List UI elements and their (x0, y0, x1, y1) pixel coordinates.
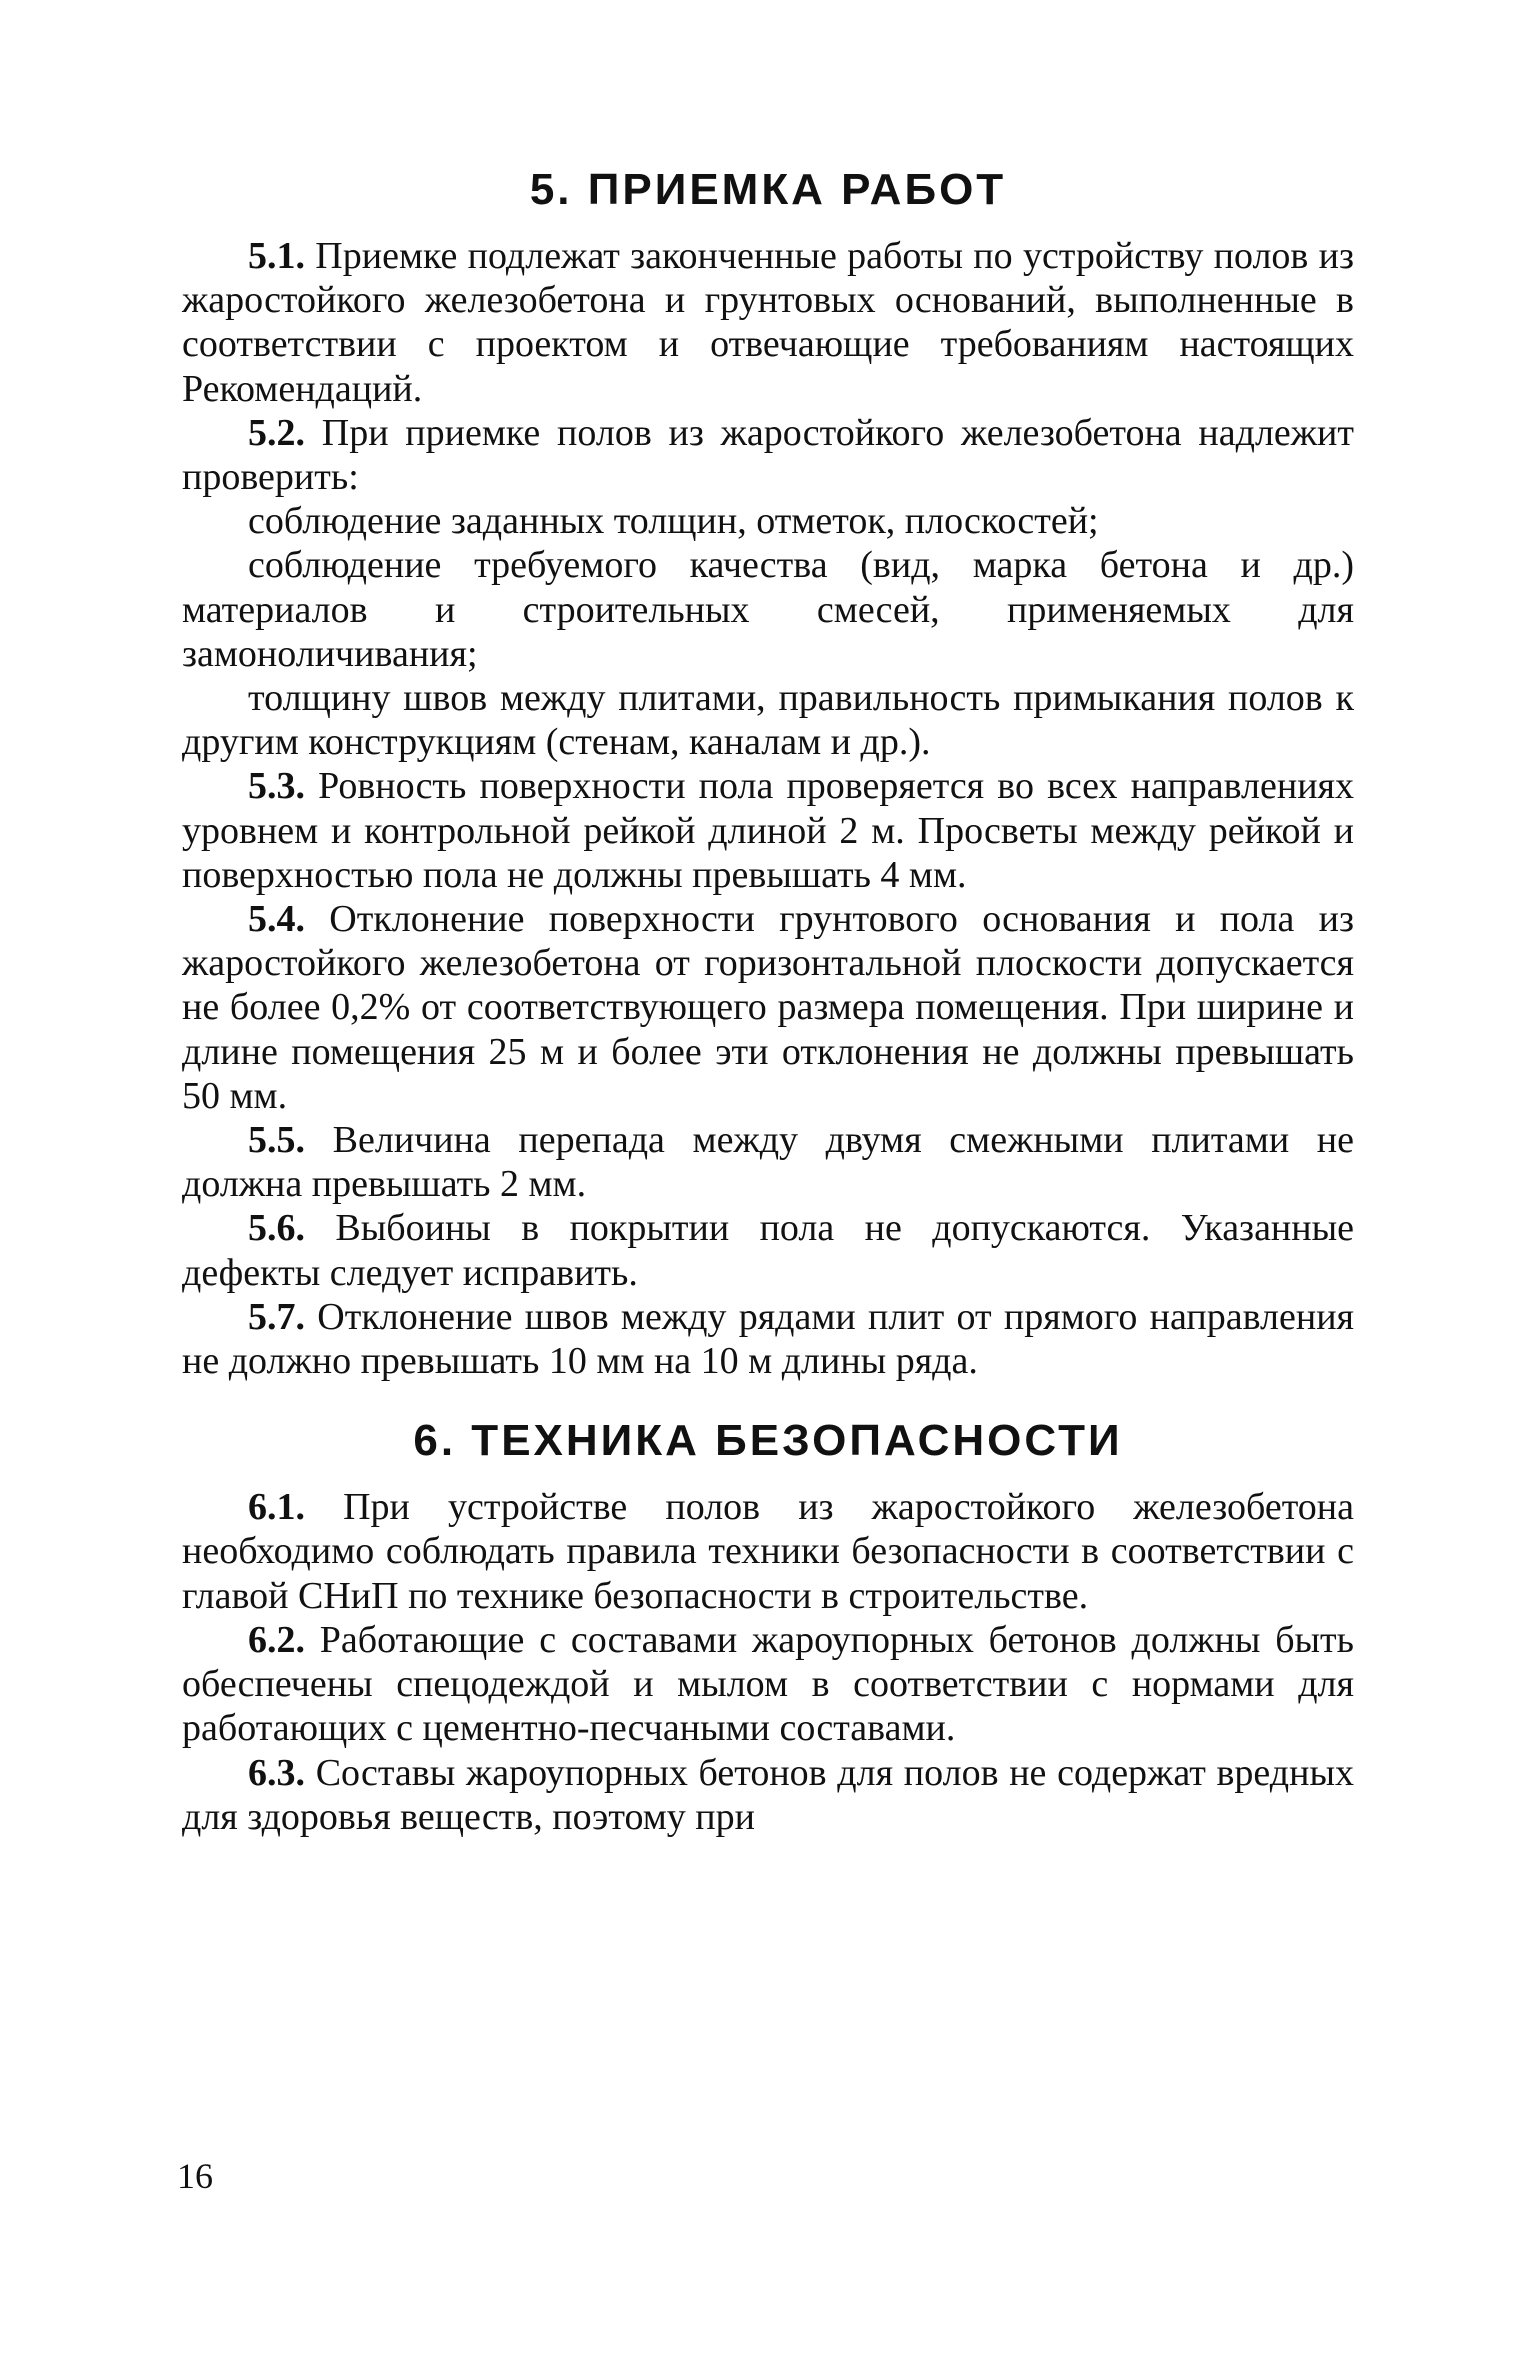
clause-5-1 (182, 234, 1354, 411)
clause-number: 5.2. (248, 411, 305, 454)
clause-text: Работающие с составами жароупорных бетонов должны быть обеспечены спецодеждой и мылом в соответствии с нормами для работающих с цементно-песчаными составами. (182, 1618, 1354, 1750)
clause-number: 5.6. (248, 1207, 305, 1250)
clause-text: соблюдение заданных толщин, отметок, плоскостей; (248, 500, 1099, 543)
clause-5-4 (182, 897, 1354, 1118)
clause-text: Ровность поверхности пола проверяется во всех направлениях уровнем и контрольной рейкой длиной 2 м. Просветы между рейкой и поверхностью пола не должны превышать 4 мм. (182, 765, 1355, 896)
clause-text: Выбоины в покрытии пола не допускаются. Указанные дефекты следует исправить. (182, 1207, 1355, 1294)
clause-text: соблюдение требуемого качества (вид, марка бетона и др.) материалов и строительных смесей, применяемых для замоноличивания; (182, 544, 1354, 675)
clause-5-5 (182, 1118, 1354, 1206)
clause-number: 5.3. (248, 765, 305, 808)
clause-text: При приемке полов из жаростойкого железобетона надлежит проверить: (182, 411, 1354, 499)
clause-number: 5.1. (248, 235, 305, 277)
clause-text: При устройстве полов из жаростойкого железобетона необходимо соблюдать правила техники безопасности в соответствии с главой СНиП по технике безопасности в строительстве. (182, 1486, 1355, 1617)
document-page (182, 160, 1354, 1839)
clause-text: Отклонение поверхности грунтового основания и пола из жаростойкого железобетона от горизонтальной плоскости допускается не более 0,2% от соответствующего размера помещения. При ширине и длине помещения 25 м и более эти отклонения не должны превышать 50 мм. (182, 898, 1354, 1117)
clause-5-2-item-1 (182, 499, 1354, 543)
clause-number: 5.4. (248, 898, 305, 941)
clause-6-3 (182, 1751, 1354, 1839)
clause-5-2-item-3 (182, 676, 1354, 764)
page-number: 16 (177, 2156, 213, 2196)
clause-number: 5.7. (248, 1295, 305, 1338)
section-5-body (182, 234, 1354, 1383)
clause-text: Составы жароупорных бетонов для полов не содержат вредных для здоровья веществ, поэтому при (182, 1751, 1354, 1838)
clause-text: Величина перепада между двумя смежными плитами не должна превышать 2 мм. (182, 1119, 1355, 1206)
clause-5-3 (182, 764, 1354, 897)
clause-text: Приемке подлежат законченные работы по устройству полов из жаростойкого железобетона и грунтовых оснований, выполненные в соответствии с проектом и отвечающие требованиям настоящих Рекомендаций. (182, 235, 1354, 410)
clause-5-2-item-2 (182, 543, 1354, 676)
clause-5-6 (182, 1206, 1354, 1294)
clause-6-2 (182, 1618, 1354, 1751)
section-6-title: 6. ТЕХНИКА БЕЗОПАСНОСТИ (413, 1416, 1123, 1466)
section-5-title: 5. ПРИЕМКА РАБОТ (529, 165, 1007, 214)
clause-number: 6.1. (248, 1486, 305, 1529)
clause-number: 6.2. (248, 1618, 305, 1661)
clause-text: толщину швов между плитами, правильность примыкания полов к другим конструкциям (стенам, каналам и др.). (182, 677, 1354, 764)
clause-number: 6.3. (248, 1751, 305, 1794)
clause-text: Отклонение швов между рядами плит от прямого направления не должно превышать 10 мм на 10 м длины ряда. (182, 1295, 1355, 1383)
clause-5-7 (182, 1295, 1354, 1383)
clause-6-1 (182, 1485, 1354, 1618)
section-6-body (182, 1485, 1354, 1839)
clause-number: 5.5. (248, 1119, 305, 1162)
clause-5-2 (182, 411, 1354, 499)
